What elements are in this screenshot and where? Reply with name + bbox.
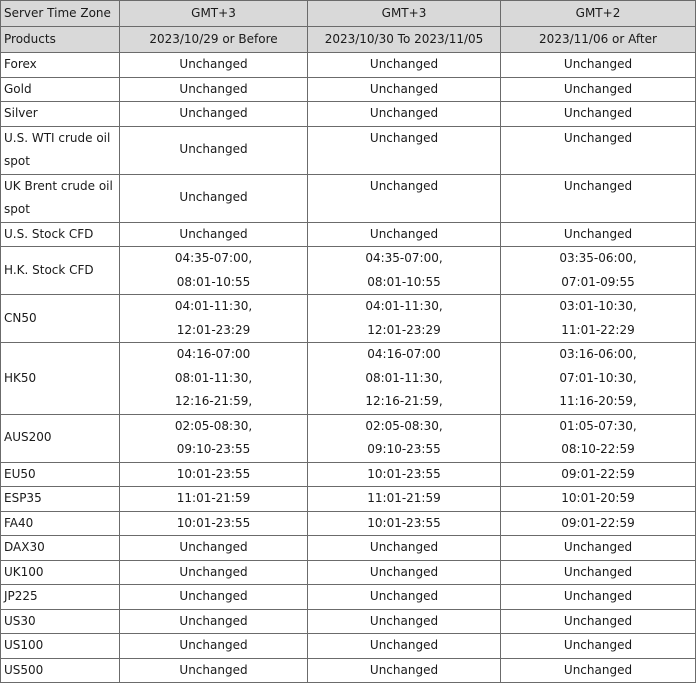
hours-cell-col3 [501, 536, 696, 561]
product-cell [1, 634, 120, 659]
cell-text: H.K. Stock CFD [4, 262, 94, 277]
header-date-col3: 2023/11/06 or After [501, 27, 696, 53]
cell-text: 12:16-21:59, [365, 394, 443, 408]
cell-text: 12:01-23:29 [176, 322, 251, 337]
hours-cell-col2 [308, 634, 501, 659]
hours-cell-col1 [120, 222, 308, 247]
cell-text: Unchanged [179, 540, 248, 554]
hours-cell-col2 [308, 295, 501, 343]
cell-text: Unchanged [369, 57, 439, 71]
hours-cell-col1 [120, 77, 308, 102]
cell-text: Unchanged [369, 662, 439, 677]
product-cell [1, 222, 120, 247]
cell-text: Gold [4, 81, 32, 96]
cell-text: Silver [4, 106, 38, 120]
product-cell [1, 487, 120, 512]
table-row [1, 487, 696, 512]
product-cell [1, 609, 120, 634]
hours-cell-col2 [308, 126, 501, 174]
cell-text: Forex [4, 57, 37, 71]
cell-text: ESP35 [4, 491, 42, 505]
table-row [1, 53, 696, 78]
hours-cell-col1 [120, 634, 308, 659]
hours-cell-col3 [501, 77, 696, 102]
product-cell [1, 536, 120, 561]
hours-cell-col3 [501, 414, 696, 462]
header-timezone-col2: GMT+3 [308, 1, 501, 27]
cell-text: Unchanged [563, 638, 633, 652]
table-row [1, 560, 696, 585]
hours-cell-col3 [501, 511, 696, 536]
cell-text: U.S. Stock CFD [4, 226, 94, 241]
cell-text: Unchanged [563, 226, 633, 241]
cell-text: 02:05-08:30, [365, 418, 443, 433]
header-server-time-zone: Server Time Zone [1, 1, 120, 27]
cell-text: 09:01-22:59 [561, 515, 635, 530]
header-timezone-col3: GMT+2 [501, 1, 696, 27]
product-cell [1, 560, 120, 585]
cell-text: Unchanged [563, 540, 633, 554]
cell-text: 04:35-07:00, [365, 251, 443, 265]
product-cell [1, 247, 120, 295]
cell-text: UK100 [4, 564, 44, 579]
cell-text: DAX30 [4, 540, 45, 554]
product-cell [1, 295, 120, 343]
cell-text: Unchanged [369, 613, 439, 628]
cell-text: 11:16-20:59, [559, 394, 637, 408]
cell-text: 11:01-21:59 [176, 491, 251, 505]
cell-text: JP225 [4, 589, 38, 603]
cell-text: 04:01-11:30, [365, 299, 443, 313]
table-row [1, 222, 696, 247]
cell-text: 02:05-08:30, [174, 418, 253, 433]
product-cell [1, 462, 120, 487]
hours-cell-col1 [120, 247, 308, 295]
table-row [1, 658, 696, 683]
product-cell [1, 102, 120, 127]
table-row [1, 102, 696, 127]
header-row-timezone [1, 1, 696, 27]
table-row [1, 126, 696, 174]
hours-cell-col3 [501, 53, 696, 78]
cell-text: 08:10-22:59 [561, 442, 635, 456]
hours-cell-col1 [120, 174, 308, 222]
cell-text: 08:01-11:30, [174, 370, 253, 385]
cell-text: 09:01-22:59 [561, 466, 635, 481]
header-row-dates [1, 27, 696, 53]
cell-text: Unchanged [179, 564, 248, 579]
hours-cell-col3 [501, 295, 696, 343]
cell-text: Unchanged [179, 589, 248, 603]
cell-text: Unchanged [369, 178, 439, 193]
hours-cell-col1 [120, 53, 308, 78]
cell-text: Unchanged [369, 226, 439, 241]
hours-cell-col2 [308, 77, 501, 102]
product-cell [1, 414, 120, 462]
cell-text: Unchanged [369, 81, 439, 96]
header-products: Products [1, 27, 120, 53]
cell-text: US500 [4, 662, 44, 677]
cell-text: 10:01-23:55 [367, 466, 441, 481]
cell-text: Unchanged [369, 638, 439, 652]
cell-text: 10:01-20:59 [561, 491, 635, 505]
cell-text: CN50 [4, 310, 37, 325]
hours-cell-col2 [308, 53, 501, 78]
hours-cell-col2 [308, 247, 501, 295]
hours-cell-col2 [308, 536, 501, 561]
cell-text: 12:16-21:59, [174, 394, 253, 408]
table-row [1, 247, 696, 295]
cell-text: 09:10-23:55 [176, 442, 251, 456]
cell-text: 10:01-23:55 [176, 466, 251, 481]
cell-text: U.S. WTI crude oil [4, 130, 111, 145]
product-cell [1, 343, 120, 415]
cell-text: Unchanged [369, 540, 439, 554]
product-cell [1, 174, 120, 222]
hours-cell-col1 [120, 343, 308, 415]
cell-text: Unchanged [179, 142, 248, 157]
table-row [1, 414, 696, 462]
cell-text: 04:16-07:00 [367, 347, 441, 361]
hours-cell-col1 [120, 295, 308, 343]
product-cell [1, 77, 120, 102]
table-row [1, 77, 696, 102]
cell-text: Unchanged [563, 662, 633, 677]
cell-text: Unchanged [179, 662, 248, 677]
hours-cell-col3 [501, 343, 696, 415]
cell-text: Unchanged [179, 190, 248, 205]
cell-text: Unchanged [369, 564, 439, 579]
cell-text: UK Brent crude oil [4, 178, 113, 193]
table-row [1, 634, 696, 659]
hours-cell-col3 [501, 462, 696, 487]
cell-text: Unchanged [563, 106, 633, 120]
cell-text: Unchanged [179, 106, 248, 120]
cell-text: Unchanged [563, 589, 633, 603]
cell-text: Unchanged [563, 178, 633, 193]
cell-text: Unchanged [369, 589, 439, 603]
cell-text: 08:01-10:55 [367, 274, 441, 289]
product-cell [1, 53, 120, 78]
hours-cell-col3 [501, 126, 696, 174]
hours-cell-col3 [501, 609, 696, 634]
hours-cell-col3 [501, 102, 696, 127]
hours-cell-col2 [308, 511, 501, 536]
cell-text: US100 [4, 638, 44, 652]
cell-text: 08:01-10:55 [176, 274, 251, 289]
hours-cell-col2 [308, 102, 501, 127]
cell-text: 07:01-10:30, [559, 370, 637, 385]
table-row [1, 609, 696, 634]
cell-text: Unchanged [179, 81, 248, 96]
cell-text: Unchanged [563, 613, 633, 628]
hours-cell-col2 [308, 174, 501, 222]
cell-text: 04:16-07:00 [176, 347, 251, 361]
table-row [1, 511, 696, 536]
cell-text: Unchanged [369, 106, 439, 120]
cell-text: Unchanged [563, 564, 633, 579]
table-row [1, 174, 696, 222]
cell-text: spot [4, 154, 30, 168]
hours-cell-col1 [120, 414, 308, 462]
table-row [1, 536, 696, 561]
cell-text: Unchanged [369, 130, 439, 145]
product-cell [1, 658, 120, 683]
cell-text: 03:35-06:00, [559, 251, 637, 265]
header-date-col1: 2023/10/29 or Before [120, 27, 308, 53]
cell-text: 04:01-11:30, [174, 299, 253, 313]
product-cell [1, 585, 120, 610]
cell-text: 10:01-23:55 [367, 515, 441, 530]
hours-cell-col3 [501, 487, 696, 512]
hours-cell-col1 [120, 585, 308, 610]
hours-cell-col2 [308, 585, 501, 610]
hours-cell-col3 [501, 174, 696, 222]
product-cell [1, 511, 120, 536]
hours-cell-col2 [308, 560, 501, 585]
hours-cell-col1 [120, 102, 308, 127]
cell-text: HK50 [4, 370, 37, 385]
cell-text: 03:16-06:00, [559, 347, 637, 361]
hours-cell-col1 [120, 511, 308, 536]
cell-text: AUS200 [4, 430, 52, 445]
cell-text: Unchanged [179, 57, 248, 71]
cell-text: 03:01-10:30, [559, 299, 637, 313]
hours-cell-col1 [120, 536, 308, 561]
hours-cell-col3 [501, 585, 696, 610]
table-row [1, 295, 696, 343]
hours-cell-col1 [120, 487, 308, 512]
hours-cell-col1 [120, 126, 308, 174]
hours-cell-col2 [308, 343, 501, 415]
cell-text: 09:10-23:55 [367, 442, 441, 456]
hours-cell-col2 [308, 222, 501, 247]
header-timezone-col1: GMT+3 [120, 1, 308, 27]
hours-cell-col1 [120, 560, 308, 585]
table-body [1, 53, 696, 683]
hours-cell-col2 [308, 414, 501, 462]
hours-cell-col1 [120, 609, 308, 634]
hours-cell-col1 [120, 462, 308, 487]
cell-text: Unchanged [563, 81, 633, 96]
hours-cell-col3 [501, 634, 696, 659]
hours-cell-col2 [308, 487, 501, 512]
cell-text: 04:35-07:00, [174, 251, 253, 265]
cell-text: 11:01-21:59 [367, 491, 441, 505]
hours-cell-col2 [308, 609, 501, 634]
cell-text: Unchanged [563, 130, 633, 145]
hours-cell-col3 [501, 247, 696, 295]
table-header [1, 1, 696, 53]
product-cell [1, 126, 120, 174]
cell-text: FA40 [4, 515, 34, 530]
hours-cell-col3 [501, 560, 696, 585]
cell-text: spot [4, 202, 30, 216]
hours-cell-col3 [501, 658, 696, 683]
header-date-col2: 2023/10/30 To 2023/11/05 [308, 27, 501, 53]
hours-cell-col2 [308, 462, 501, 487]
table-row [1, 343, 696, 415]
cell-text: US30 [4, 613, 36, 628]
cell-text: Unchanged [179, 638, 248, 652]
cell-text: 10:01-23:55 [176, 515, 251, 530]
hours-cell-col3 [501, 222, 696, 247]
table-row [1, 462, 696, 487]
cell-text: Unchanged [179, 613, 248, 628]
hours-cell-col1 [120, 658, 308, 683]
cell-text: 08:01-11:30, [365, 370, 443, 385]
cell-text: EU50 [4, 466, 36, 481]
cell-text: Unchanged [179, 226, 248, 241]
cell-text: Unchanged [563, 57, 633, 71]
cell-text: 01:05-07:30, [559, 418, 637, 433]
table-row [1, 585, 696, 610]
cell-text: 07:01-09:55 [561, 274, 635, 289]
cell-text: 12:01-23:29 [367, 322, 441, 337]
cell-text: 11:01-22:29 [561, 322, 635, 337]
hours-cell-col2 [308, 658, 501, 683]
